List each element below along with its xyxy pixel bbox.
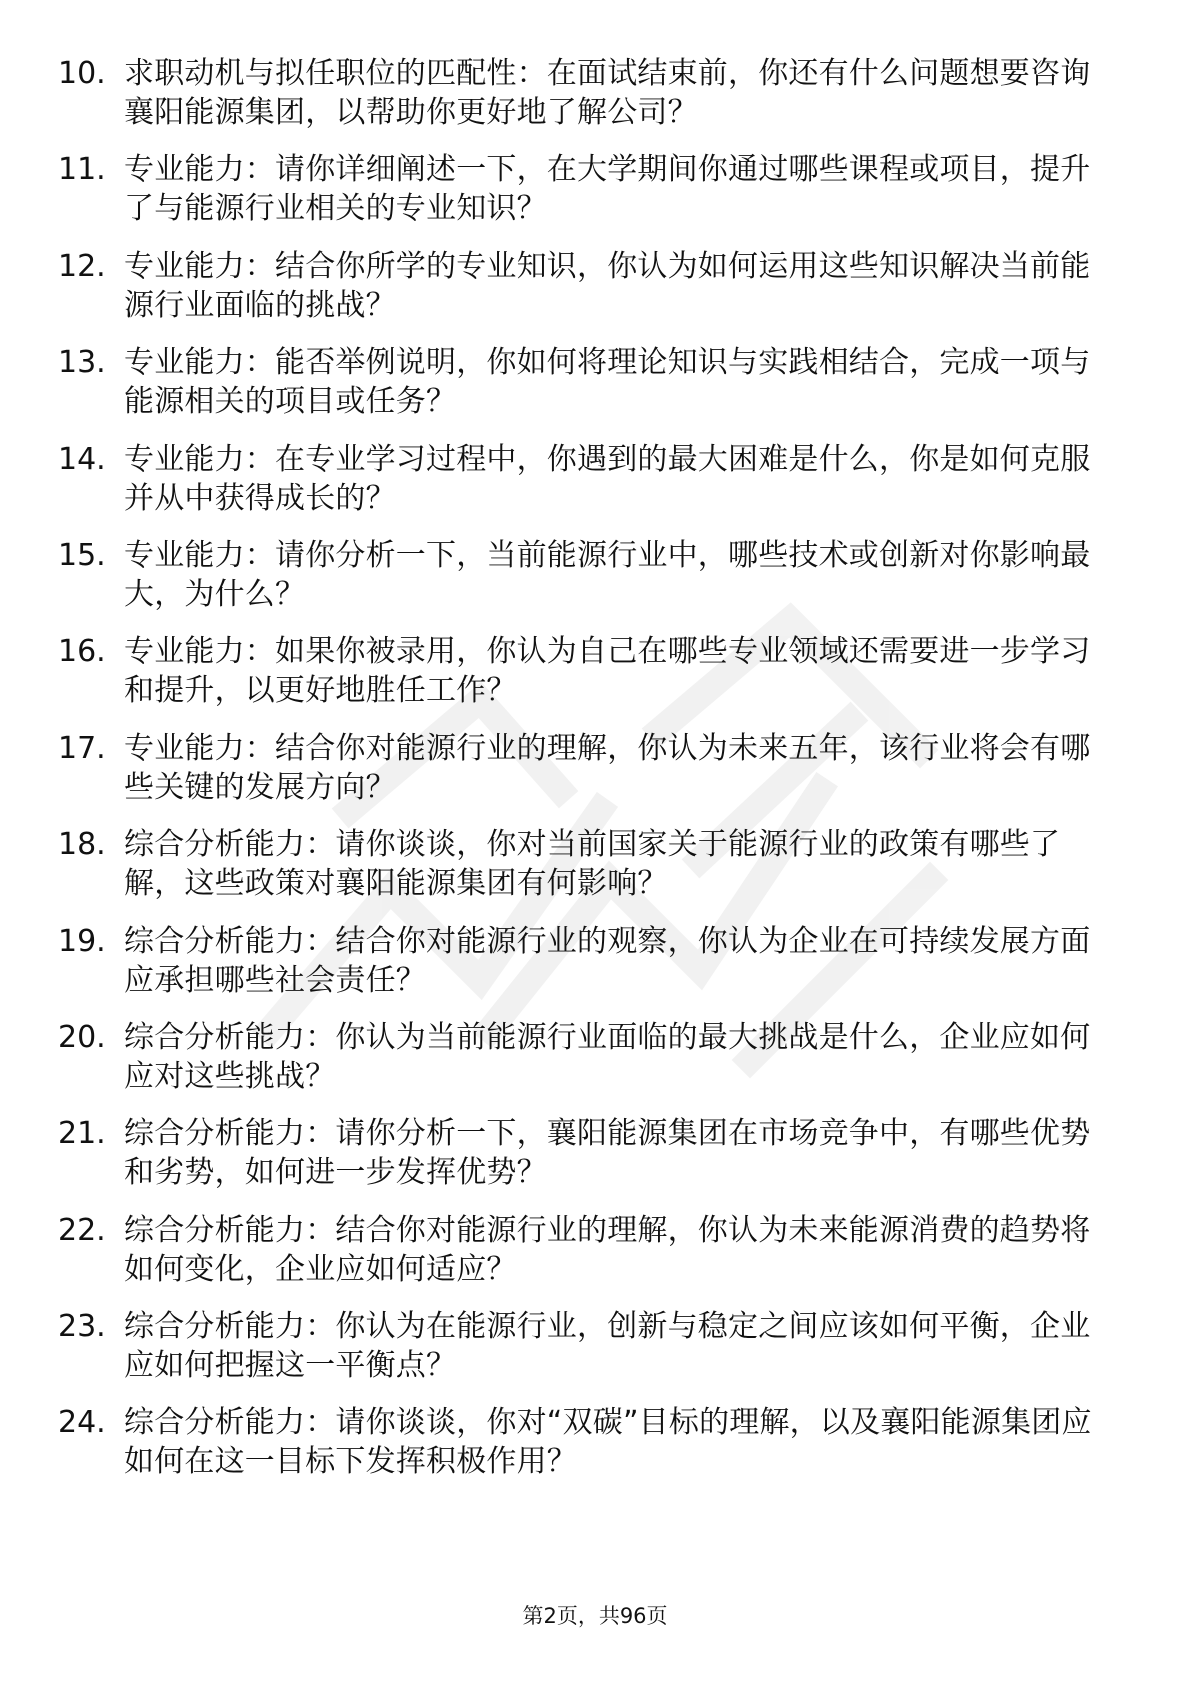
question-number: 15.	[58, 537, 106, 573]
question-text: 专业能力：结合你对能源行业的理解，你认为未来五年，该行业将会有哪些关键的发展方向？	[124, 730, 1091, 805]
question-text: 专业能力：请你分析一下，当前能源行业中，哪些技术或创新对你影响最大，为什么？	[124, 537, 1091, 612]
question-number: 20.	[58, 1019, 106, 1055]
question-item-22	[58, 1211, 1118, 1291]
question-number: 23.	[58, 1309, 106, 1345]
question-text: 综合分析能力：请你谈谈，你对当前国家关于能源行业的政策有哪些了解，这些政策对襄阳能源集团有何影响？	[124, 827, 1061, 902]
question-number: 10.	[58, 56, 106, 91]
question-item-11	[58, 150, 1118, 230]
question-item-16	[58, 632, 1118, 712]
question-number: 16.	[58, 634, 106, 670]
question-text: 专业能力：请你详细阐述一下，在大学期间你通过哪些课程或项目，提升了与能源行业相关的专业知识？	[124, 152, 1091, 227]
question-item-10	[58, 54, 1118, 134]
question-item-20	[58, 1018, 1118, 1098]
question-item-17	[58, 729, 1118, 809]
question-item-12	[58, 247, 1118, 327]
question-text: 专业能力：如果你被录用，你认为自己在哪些专业领域还需要进一步学习和提升，以更好地胜任工作？	[124, 634, 1091, 709]
question-number: 13.	[58, 345, 106, 381]
question-number: 21.	[58, 1116, 106, 1152]
question-text: 专业能力：在专业学习过程中，你遇到的最大困难是什么，你是如何克服并从中获得成长的？	[124, 441, 1091, 516]
question-text: 综合分析能力：你认为当前能源行业面临的最大挑战是什么，企业应如何应对这些挑战？	[124, 1019, 1091, 1094]
page-footer	[0, 1600, 1190, 1630]
question-item-14	[58, 440, 1118, 520]
question-item-13	[58, 343, 1118, 423]
question-text: 综合分析能力：结合你对能源行业的理解，你认为未来能源消费的趋势将如何变化，企业应如何适应？	[124, 1212, 1091, 1287]
question-item-19	[58, 922, 1118, 1002]
question-number: 12.	[58, 248, 106, 284]
question-item-23	[58, 1307, 1118, 1387]
question-text: 专业能力：能否举例说明，你如何将理论知识与实践相结合，完成一项与能源相关的项目或任务？	[124, 345, 1091, 420]
question-number: 17.	[58, 730, 106, 766]
question-text: 求职动机与拟任职位的匹配性：在面试结束前，你还有什么问题想要咨询襄阳能源集团，以帮助你更好地了解公司？	[124, 56, 1091, 130]
question-item-24	[58, 1403, 1118, 1483]
question-number: 19.	[58, 923, 106, 959]
question-text: 综合分析能力：请你分析一下，襄阳能源集团在市场竞争中，有哪些优势和劣势，如何进一步发挥优势？	[124, 1116, 1091, 1191]
question-number: 11.	[58, 152, 106, 188]
question-number: 14.	[58, 441, 106, 477]
question-item-15	[58, 536, 1118, 616]
question-number: 22.	[58, 1212, 106, 1248]
question-item-18	[58, 825, 1118, 905]
page-number-label: 第2页，共96页	[522, 1604, 668, 1628]
question-text: 综合分析能力：请你谈谈，你对“双碳”目标的理解，以及襄阳能源集团应如何在这一目标下发挥积极作用？	[124, 1405, 1092, 1480]
question-text: 综合分析能力：你认为在能源行业，创新与稳定之间应该如何平衡，企业应如何把握这一平衡点？	[124, 1309, 1091, 1384]
question-number: 18.	[58, 827, 106, 863]
question-text: 综合分析能力：结合你对能源行业的观察，你认为企业在可持续发展方面应承担哪些社会责任？	[124, 923, 1091, 998]
question-text: 专业能力：结合你所学的专业知识，你认为如何运用这些知识解决当前能源行业面临的挑战？	[124, 248, 1091, 323]
question-list	[58, 54, 1118, 1500]
question-item-21	[58, 1114, 1118, 1194]
question-number: 24.	[58, 1405, 106, 1441]
